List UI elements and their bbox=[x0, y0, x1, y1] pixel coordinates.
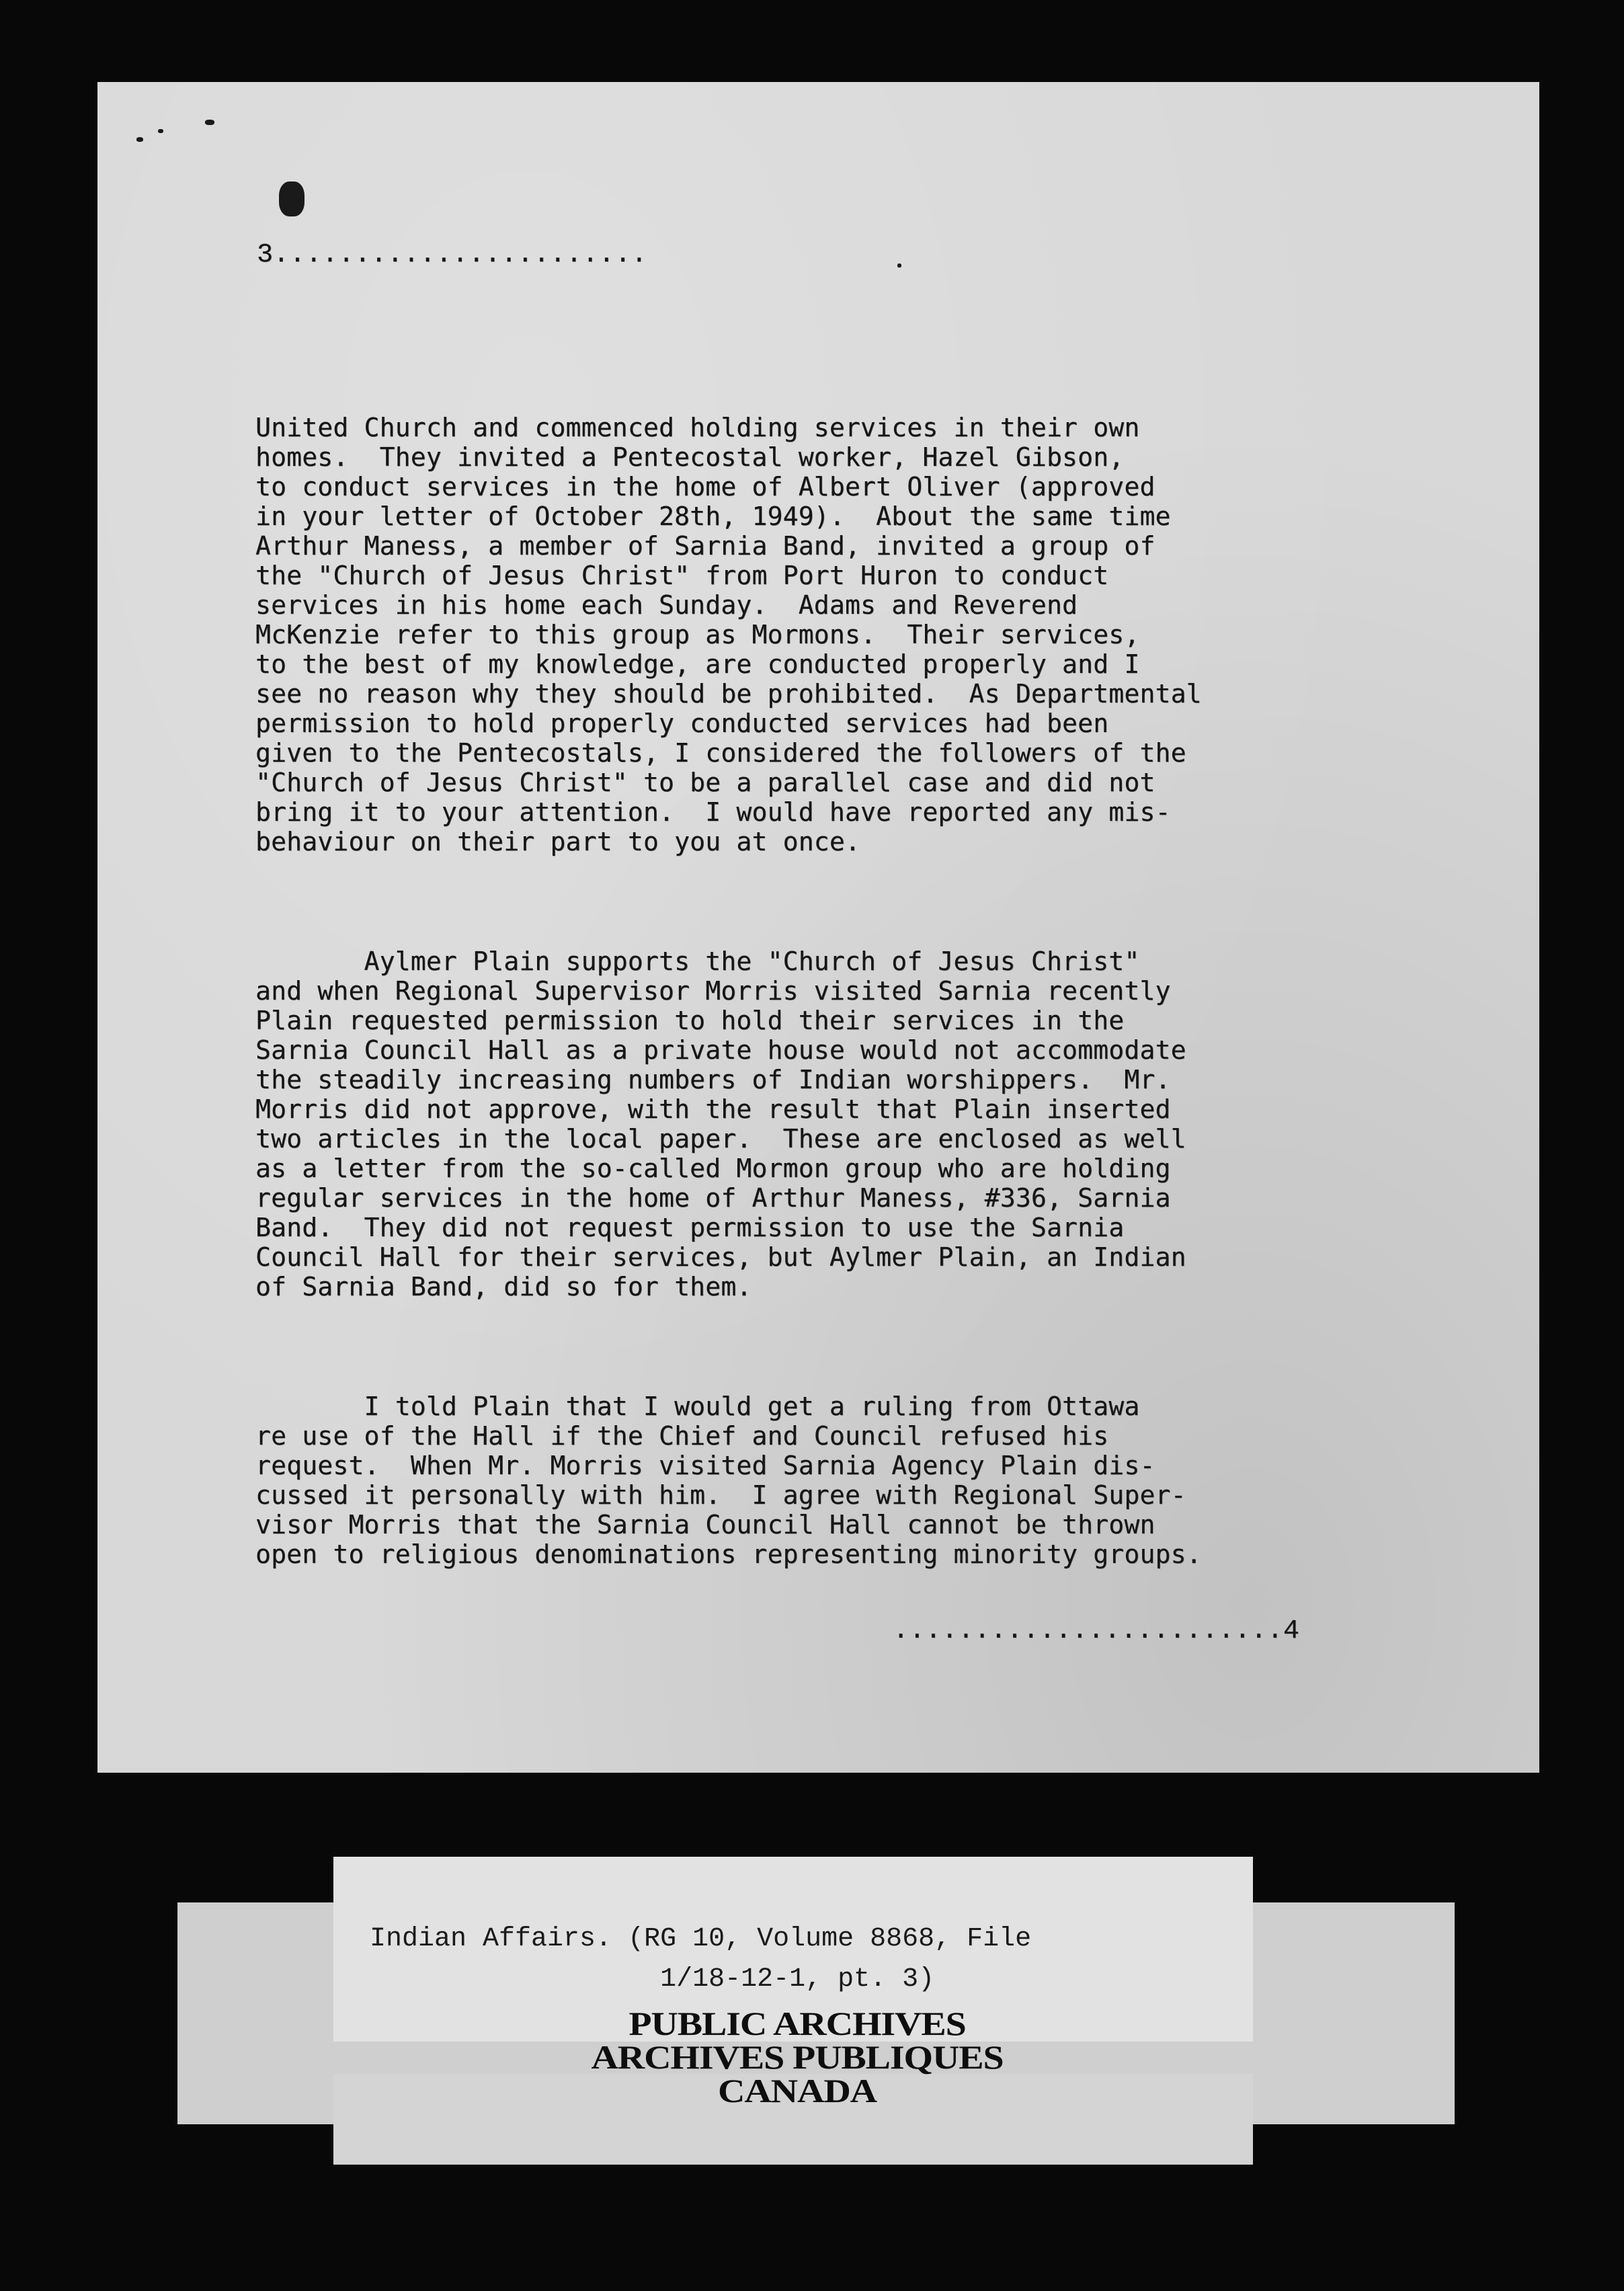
paragraph-1: United Church and commenced holding services in their own homes. They invited a Pentecostal worker, Hazel Gibson, to conduct services in the home of Albert Oliver (approved in your letter of October 28th, 1949). About the same time Arthur Maness, a member of Sarnia Band, invited a group of the "Church of Jesus Christ" from Port Huron to conduct services in his home each Sunday. Adams and Reverend McKenzie refer to this group as Mormons. Their services, to the best of my knowledge, are conducted properly and I see no reason why they should be prohibited. As Departmental permission to hold properly conducted services had been given to the Pentecostals, I considered the followers of the "Church of Jesus Christ" to be a parallel case and did not bring it to your attention. I would have reported any mis- behaviour on their part to you at once. bbox=[255, 413, 1202, 856]
ink-speck bbox=[205, 120, 214, 125]
ink-speck bbox=[897, 264, 901, 268]
ink-speck bbox=[136, 137, 143, 142]
archive-citation: Indian Affairs. (RG 10, Volume 8868, File 1/18-12-1, pt. 3) bbox=[370, 1924, 1032, 1995]
stamp-line-1: PUBLIC ARCHIVES bbox=[628, 2005, 966, 2042]
letter-body bbox=[255, 354, 1202, 1628]
paragraph-2: Aylmer Plain supports the "Church of Jesus Christ" and when Regional Supervisor Morris visited Sarnia recently Plain requested permission to hold their services in the Sarnia Council Hall as a private house would not accommodate the steadily increasing numbers of Indian worshippers. Mr. Morris did not approve, with the result that Plain inserted two articles in the local paper. These are enclosed as well as a letter from the so-called Mormon group who are holding regular services in the home of Arthur Maness, #336, Sarnia Band. They did not request permission to use the Sarnia Council Hall for their services, but Aylmer Plain, an Indian of Sarnia Band, did so for them. bbox=[255, 947, 1186, 1301]
paragraph-3: I told Plain that I would get a ruling from Ottawa re use of the Hall if the Chief and Council refused his request. When Mr. Morris visited Sarnia Agency Plain dis- cussed it personally with him. I agree with Regional Super- visor Morris that the Sarnia Council Hall cannot be thrown open to religious denominations representing minority groups. bbox=[255, 1392, 1202, 1569]
stamp-line-2: ARCHIVES PUBLIQUES bbox=[591, 2038, 1004, 2076]
ink-blot bbox=[279, 182, 304, 216]
public-archives-stamp bbox=[519, 2007, 1076, 2107]
continuation-marker: ........................4 bbox=[893, 1616, 1300, 1646]
page-number-marker: 3....................... bbox=[257, 240, 647, 270]
ink-speck bbox=[158, 129, 163, 133]
stamp-line-3: CANADA bbox=[718, 2072, 877, 2109]
